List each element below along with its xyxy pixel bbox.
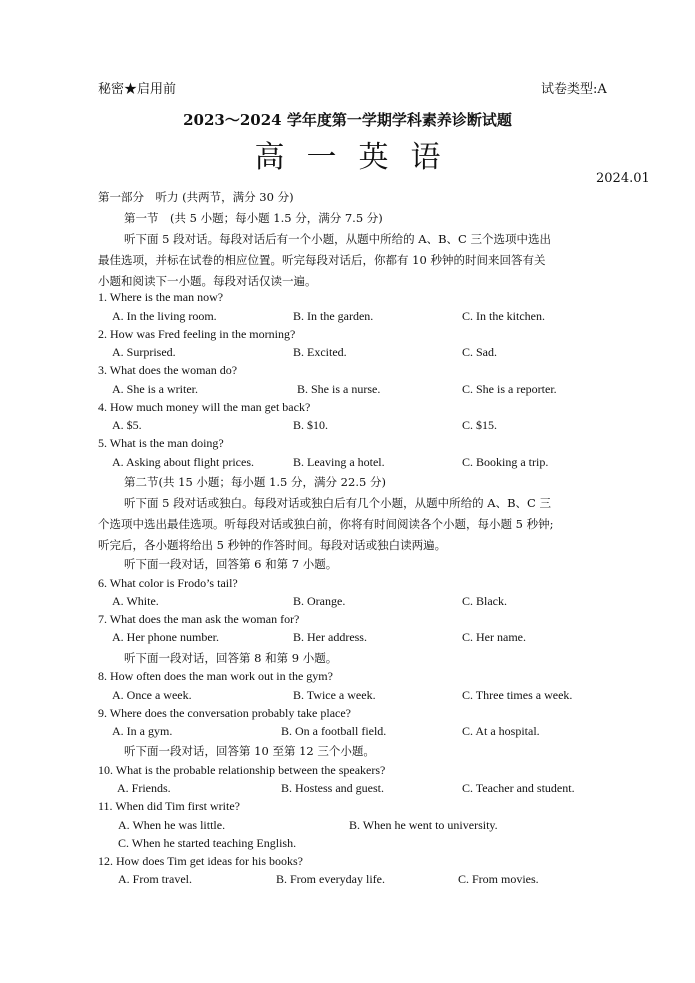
option-b: B. Her address. (293, 630, 367, 644)
section1-title: 第一节 (共 5 小题；每小题 1.5 分，满分 7.5 分) (124, 211, 383, 225)
subject-title: 高一英语 (254, 140, 463, 175)
dialogue-note: 听下面一段对话，回答第 10 至第 12 三个小题。 (124, 744, 375, 758)
option-c: C. Sad. (462, 345, 498, 359)
option-a: A. Surprised. (112, 345, 176, 359)
question-stem: 7. What does the man ask the woman for? (98, 612, 300, 626)
question-stem: 6. What color is Frodo’s tail? (98, 576, 238, 590)
option-a: A. $5. (112, 418, 142, 432)
confidential-label: 秘密★启用前 (98, 82, 177, 97)
option-a: A. Her phone number. (112, 630, 219, 644)
option-a: A. She is a writer. (112, 382, 198, 396)
option-c: C. Black. (462, 594, 507, 608)
option-c: C. Booking a trip. (462, 455, 549, 469)
option-a: A. Friends. (117, 781, 171, 795)
option-a: A. White. (112, 594, 159, 608)
question-stem: 8. How often does the man work out in the gym? (98, 669, 333, 683)
option-b: B. Excited. (293, 345, 347, 359)
option-b: B. $10. (293, 418, 329, 432)
exam-title: 2023～2024 学年度第一学期学科素养诊断试题 (183, 111, 512, 129)
exam-date: 2024.01 (596, 171, 650, 186)
section2-title: 第二节(共 15 小题；每小题 1.5 分，满分 22.5 分) (124, 475, 386, 489)
option-a: A. In the living room. (112, 309, 217, 323)
option-c: C. Her name. (462, 630, 526, 644)
section2-instruction-line: 听完后，各小题将给出 5 秒钟的作答时间。每段对话或独白读两遍。 (98, 538, 447, 552)
option-b: B. From everyday life. (276, 872, 385, 886)
question-stem: 5. What is the man doing? (98, 436, 224, 450)
option-c: C. She is a reporter. (462, 382, 557, 396)
option-b: B. Hostess and guest. (281, 781, 384, 795)
question-stem: 11. When did Tim first write? (98, 799, 240, 813)
question-stem: 1. Where is the man now? (98, 290, 224, 304)
dialogue-note: 听下面一段对话，回答第 6 和第 7 小题。 (124, 557, 338, 571)
option-b: B. On a football field. (281, 724, 387, 738)
option-b: B. In the garden. (293, 309, 374, 323)
question-stem: 12. How does Tim get ideas for his books? (98, 854, 303, 868)
question-stem: 4. How much money will the man get back? (98, 400, 311, 414)
option-a: A. In a gym. (112, 724, 173, 738)
option-c: C. $15. (462, 418, 498, 432)
option-a: A. Once a week. (112, 688, 192, 702)
question-stem: 2. How was Fred feeling in the morning? (98, 327, 296, 341)
option-c: C. Teacher and student. (462, 781, 575, 795)
option-c: C. In the kitchen. (462, 309, 545, 323)
option-a: A. From travel. (118, 872, 192, 886)
option-b: B. Twice a week. (293, 688, 376, 702)
option-a: A. When he was little. (118, 818, 226, 832)
paper-type-label: 试卷类型:A (541, 82, 607, 97)
option-a: A. Asking about flight prices. (112, 455, 254, 469)
section2-instruction-line: 个选项中选出最佳选项。听每段对话或独白前，你将有时间阅读各个小题，每小题 5 秒钟; (98, 517, 554, 531)
section2-instruction-line: 听下面 5 段对话或独白。每段对话或独白后有几个小题，从题中所给的 A、B、C 三 (124, 496, 551, 510)
question-stem: 3. What does the woman do? (98, 363, 238, 377)
section1-instruction-line: 最佳选项，并标在试卷的相应位置。听完每段对话后，你都有 10 秒钟的时间来回答有关 (98, 253, 546, 267)
option-c: C. When he started teaching English. (118, 836, 297, 850)
question-stem: 10. What is the probable relationship between the speakers? (98, 763, 386, 777)
option-c: C. From movies. (458, 872, 539, 886)
part1-title: 第一部分 听力 (共两节，满分 30 分) (98, 190, 294, 204)
option-c: C. At a hospital. (462, 724, 540, 738)
section1-instruction-line: 听下面 5 段对话。每段对话后有一个小题，从题中所给的 A、B、C 三个选项中选出 (124, 232, 551, 246)
option-c: C. Three times a week. (462, 688, 573, 702)
option-b: B. Orange. (293, 594, 346, 608)
option-b: B. When he went to university. (349, 818, 498, 832)
dialogue-note: 听下面一段对话，回答第 8 和第 9 小题。 (124, 651, 338, 665)
section1-instruction-line: 小题和阅读下一小题。每段对话仅读一遍。 (98, 274, 317, 288)
option-b: B. Leaving a hotel. (293, 455, 385, 469)
question-stem: 9. Where does the conversation probably take place? (98, 706, 352, 720)
option-b: B. She is a nurse. (297, 382, 381, 396)
